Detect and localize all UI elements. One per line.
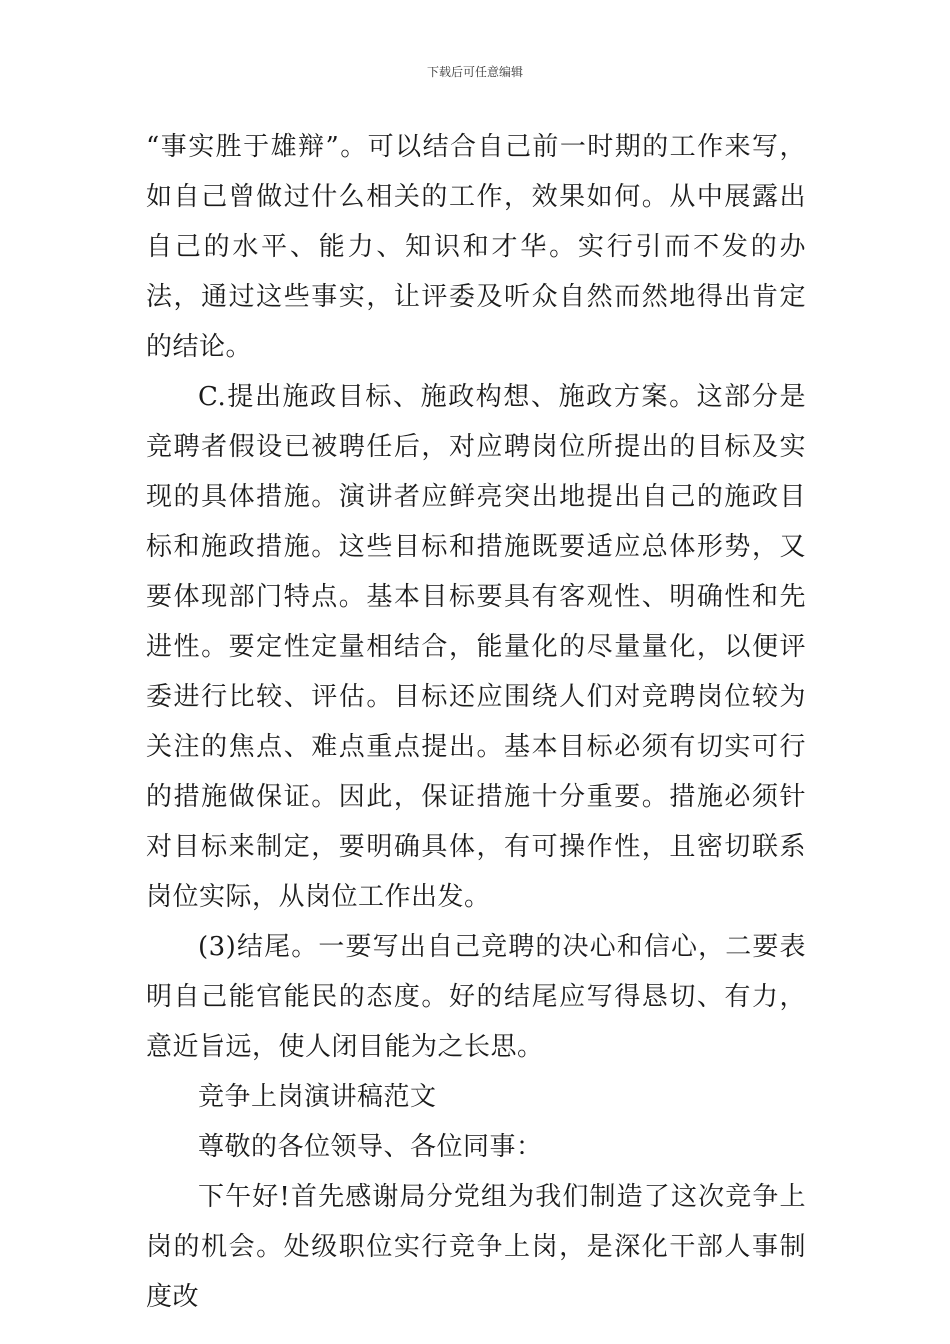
document-body [146,122,806,1322]
paragraph-ending: (3)结尾。一要写出自己竞聘的决心和信心，二要表明自己能官能民的态度。好的结尾应写得恳切、有力，意近旨远，使人闭目能为之长思。 [146,932,806,1062]
paragraph-facts: “事实胜于雄辩”。可以结合自己前一时期的工作来写，如自己曾做过什么相关的工作，效果如何。从中展露出自己的水平、能力、知识和才华。实行引而不发的办法，通过这些事实，让评委及听众自然而然地得出肯定的结论。 [146,132,806,362]
page-header-note: 下载后可任意编辑 [426,65,523,79]
paragraph-greeting: 下午好!首先感谢局分党组为我们制造了这次竞争上岗的机会。处级职位实行竞争上岗，是深化干部人事制度改 [146,1182,806,1312]
section-title: 竞争上岗演讲稿范文 [198,1082,437,1112]
salutation: 尊敬的各位领导、各位同事： [198,1132,543,1162]
paragraph-goals: C.提出施政目标、施政构想、施政方案。这部分是竞聘者假设已被聘任后，对应聘岗位所提出的目标及实现的具体措施。演讲者应鲜亮突出地提出自己的施政目标和施政措施。这些目标和措施既要适应总体形势，又要体现部门特点。基本目标要具有客观性、明确性和先进性。要定性定量相结合，能量化的尽量量化，以便评委进行比较、评估。目标还应围绕人们对竞聘岗位较为关注的焦点、难点重点提出。基本目标必须有切实可行的措施做保证。因此，保证措施十分重要。措施必须针对目标来制定，要明确具体，有可操作性，且密切联系岗位实际，从岗位工作出发。 [146,382,806,912]
